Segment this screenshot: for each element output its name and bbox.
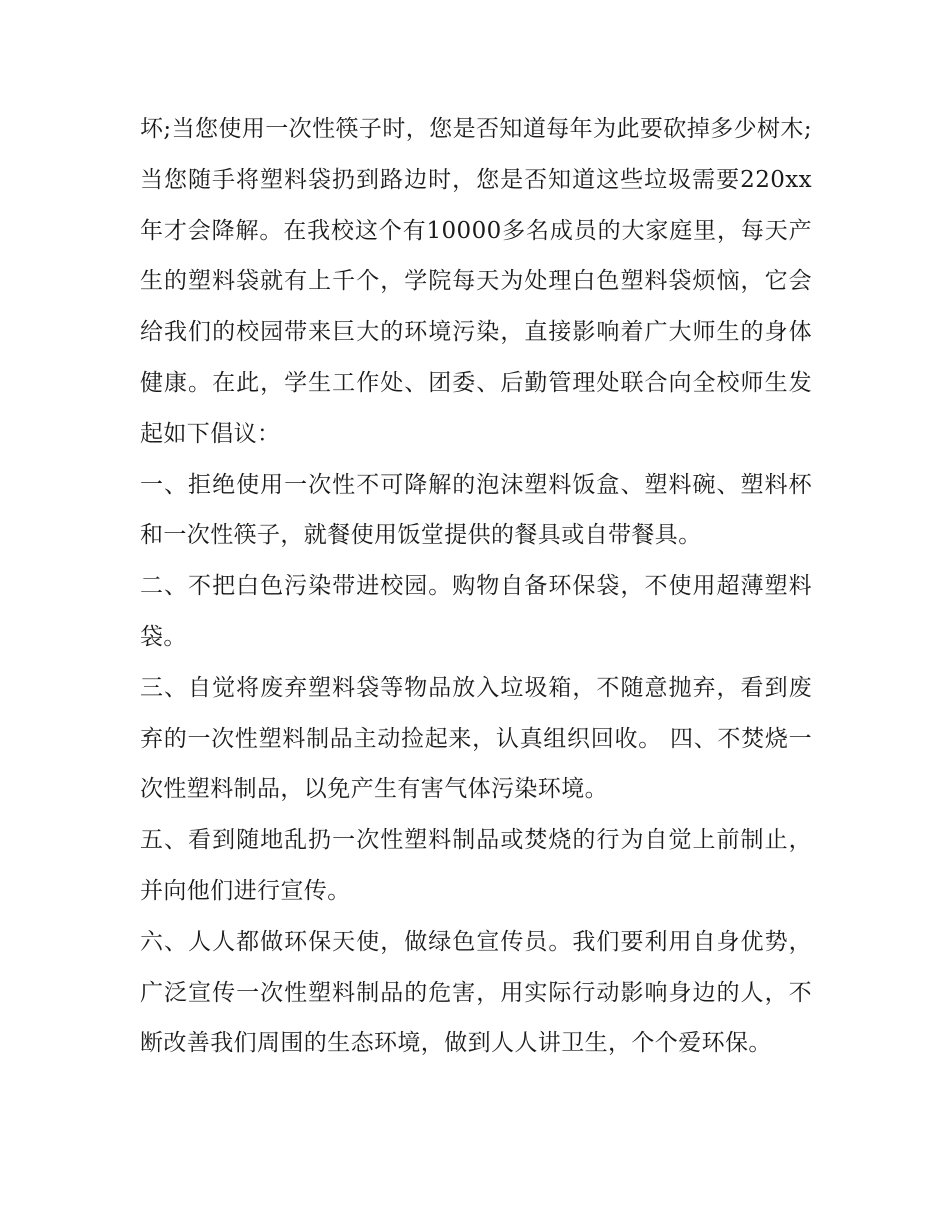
paragraph-item-5: 五、看到随地乱扔一次性塑料制品或焚烧的行为自觉上前制止，并向他们进行宣传。 [140, 827, 812, 904]
paragraph-item-3-4: 三、自觉将废弃塑料袋等物品放入垃圾箱，不随意抛弃，看到废弃的一次性塑料制品主动捡起来，认真组织回收。 四、不焚烧一次性塑料制品，以免产生有害气体污染环境。 [140, 674, 812, 803]
document-body [140, 104, 812, 1069]
paragraph-item-6: 六、人人都做环保天使，做绿色宣传员。我们要利用自身优势，广泛宣传一次性塑料制品的危害，用实际行动影响身边的人，不断改善我们周围的生态环境，做到人人讲卫生，个个爱环保。 [140, 928, 812, 1057]
paragraph-item-2: 二、不把白色污染带进校园。购物自备环保袋，不使用超薄塑料袋。 [140, 573, 812, 650]
paragraph-item-1: 一、拒绝使用一次性不可降解的泡沫塑料饭盒、塑料碗、塑料杯和一次性筷子，就餐使用饭堂提供的餐具或自带餐具。 [140, 471, 812, 549]
paragraph-intro: 坏;当您使用一次性筷子时，您是否知道每年为此要砍掉多少树木;当您随手将塑料袋扔到路边时，您是否知道这些垃圾需要220xx年才会降解。在我校这个有10000多名成员的大家庭里，每天产生的塑料袋就有上千个，学院每天为处理白色塑料袋烦恼，它会给我们的校园带来巨大的环境污染，直接影响着广大师生的身体健康。在此，学生工作处、团委、后勤管理处联合向全校师生发起如下倡议： [140, 116, 812, 447]
